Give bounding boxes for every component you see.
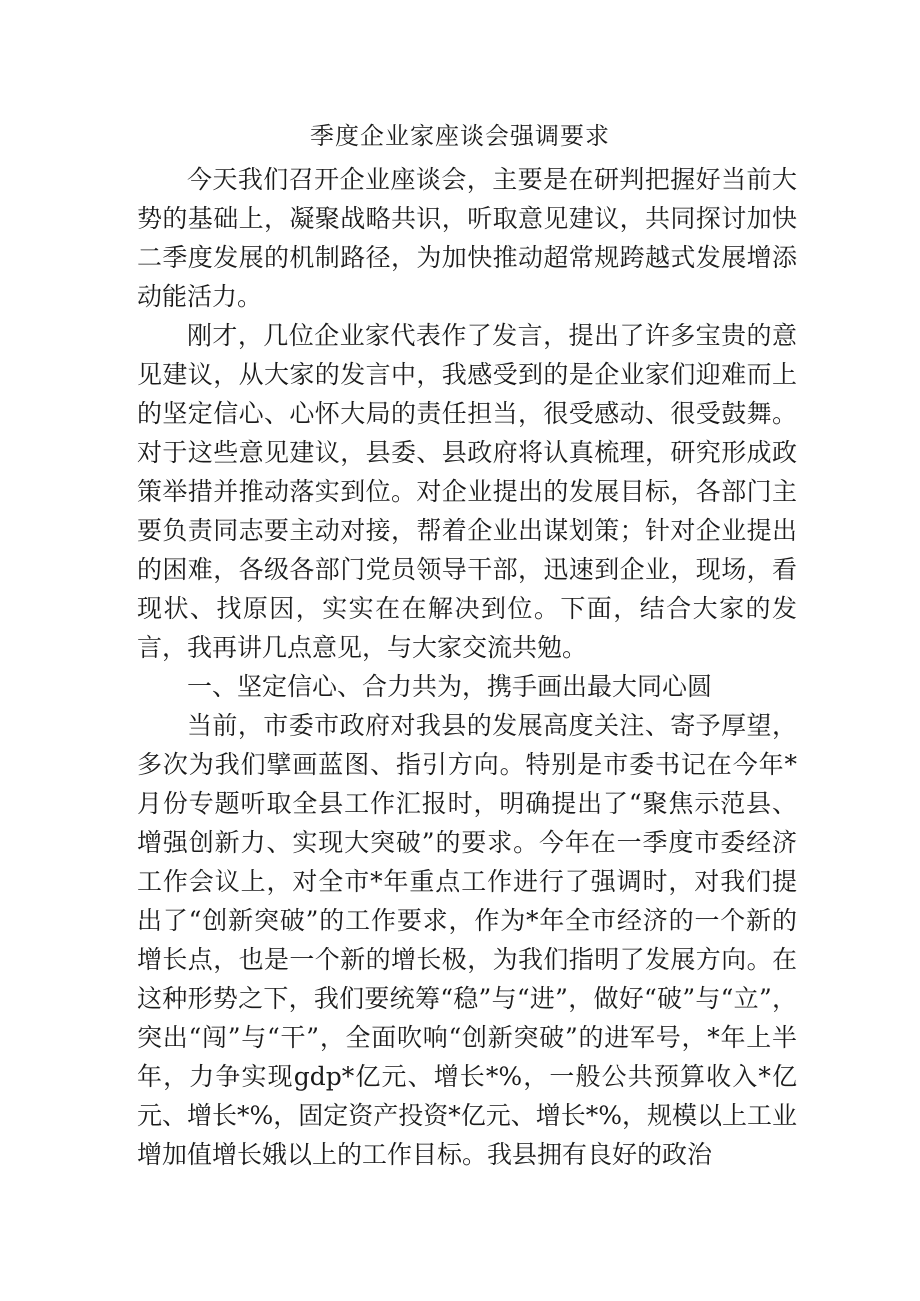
paragraph-intro: 今天我们召开企业座谈会，主要是在研判把握好当前大势的基础上，凝聚战略共识，听取意见建议，共同探讨加快二季度发展的机制路径，为加快推动超常规跨越式发展增添动能活力。 [137,165,797,311]
document-title: 季度企业家座谈会强调要求 [310,122,610,150]
document-body [137,160,797,1174]
paragraph-feedback: 刚才，几位企业家代表作了发言，提出了许多宝贵的意见建议，从大家的发言中，我感受到的是企业家们迎难而上的坚定信心、心怀大局的责任担当，很受感动、很受鼓舞。对于这些意见建议，县委、县政府将认真梳理，研究形成政策举措并推动落实到位。对企业提出的发展目标，各部门主要负责同志要主动对接，帮着企业出谋划策；针对企业提出的困难，各级各部门党员领导干部，迅速到企业，现场，看现状、找原因，实实在在解决到位。下面，结合大家的发言，我再讲几点意见，与大家交流共勉。 [137,321,797,662]
section-heading-1: 一、坚定信心、合力共为，携手画出最大同心圆 [187,672,713,701]
paragraph-situation: 当前，市委市政府对我县的发展高度关注、寄予厚望，多次为我们擘画蓝图、指引方向。特别是市委书记在今年*月份专题听取全县工作汇报时，明确提出了“聚焦示范县、增强创新力、实现大突破”的要求。今年在一季度市委经济工作会议上，对全市*年重点工作进行了强调时，对我们提出了“创新突破”的工作要求，作为*年全市经济的一个新的增长点，也是一个新的增长极，为我们指明了发展方向。在这种形势之下，我们要统筹“稳”与“进”，做好“破”与“立”，突出“闯”与“干”，全面吹响“创新突破”的进军号，*年上半年，力争实现gdp*亿元、增长*%，一般公共预算收入*亿元、增长*%，固定资产投资*亿元、增长*%，规模以上工业增加值增长娥以上的工作目标。我县拥有良好的政治 [137,711,798,1169]
